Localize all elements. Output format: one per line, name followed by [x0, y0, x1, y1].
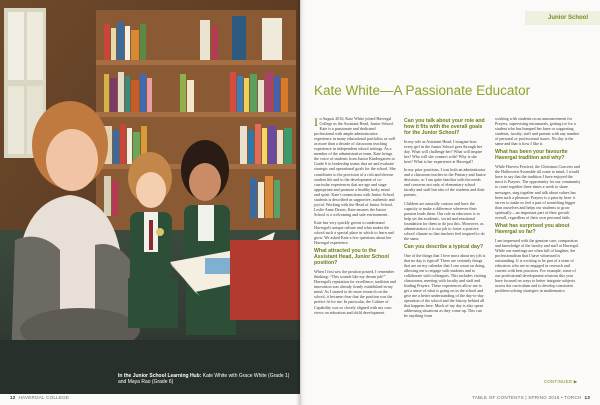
cover-photo — [0, 0, 300, 394]
paragraph: Children are naturally curious and have the capacity to make a difference wherever their passion leads them. Our role as educators is to help set the academic, social and emotional foundation for them to do just this. Moreover, as administrators it is our job to foster a positive school climate so that teachers feel inspired to do the same. — [404, 200, 485, 241]
folio-right — [472, 395, 590, 400]
right-page — [300, 0, 600, 405]
caption-bold: In the Junior School Learning Hub: — [118, 373, 202, 379]
continued-link[interactable]: CONTINUED ▶ — [544, 379, 578, 384]
question-heading: Can you talk about your role and how it fits with the overall goals for the Junior School? — [404, 118, 485, 136]
caption-text: Kate White with Grace White (Grade 1) and Maya Rao (Grade 6) — [118, 373, 290, 385]
folio-left-label: HAVERGAL COLLEGE — [18, 395, 70, 400]
spread-gutter — [296, 0, 306, 405]
section-tag: Junior School — [525, 11, 600, 25]
paragraph: In my role as Assistant Head, I imagine how every girl in the Junior School goes through her day. What will challenge her? What will inspire her? Who will she connect with? Why is she here? What is her experience at Havergal? — [404, 139, 483, 165]
question-heading: What attracted you to the Assistant Head, Junior School position? — [314, 248, 389, 267]
paragraph: Kate has very quickly grown to understand Havergal's unique culture and what makes the school such a special place in which to learn and grow. We asked Kate a few questions about her Havergal experience. — [314, 219, 394, 246]
article-title: Kate White—A Passionate Educator — [314, 83, 531, 98]
girl-center-figure — [128, 152, 178, 328]
girl-right-figure — [181, 140, 236, 335]
question-heading: Can you describe a typical day? — [404, 243, 483, 250]
folio-left — [10, 395, 69, 400]
column-1 — [314, 116, 396, 318]
paragraph: In my prior positions, I was both an administrator and a classroom teacher in the Primary and Junior divisions, so I am quite familiar with the needs and concerns not only of elementary school faculty and staff but also of the students and their parents. — [404, 167, 486, 198]
page-number-right: 13 — [584, 395, 590, 400]
drop-cap: I — [314, 115, 318, 129]
page-number-left: 12 — [10, 395, 16, 400]
folio-right-label[interactable]: TABLE OF CONTENTS | SPRING 2016 • TORCH — [472, 395, 582, 400]
intro-paragraph — [314, 116, 396, 217]
question-heading: What has been your favourite Havergal tradition and why? — [495, 149, 568, 162]
paragraph: I am impressed with the genuine care, compassion and knowledge of the faculty and staff at Havergal. While our meetings are often full of laughter, the professionalism that I have witnessed is outstanding. It is exciting to be part of a team of educators who are so engaged in research and current with best practices. For example, some of our professional development sessions this year have focused on ways to better integrate subjects across the curriculum and to develop consistent problem-solving strategies in mathematics. — [495, 237, 579, 294]
paragraph: One of the things that I love most about my job is that no day is typical! There are certainly things that are on my calendar that I can count on doing, allowing me to engage with students and to collaborate with colleagues. This includes visiting classrooms, meeting with faculty and staff and leading Prayers. These experiences allow me to get a sense of what is going on in the school and give me a better understanding of the day-to-day operation of the school and the history behind all that happens here. Much of my day is also spent addressing situations as they come up. This can be anything from — [404, 252, 487, 319]
intro-text: n August 2016, Kate White joined Havergal College as the Assistant Head, Junior School. Kate is a passionate and dedicated professional with ample administrative experience in many educational portfolios as well as more than a decade of classroom teaching experience in independent school settings. As a member of the administrative team, Kate brings the voice of students from Junior Kindergarten to Grade 6 to leadership teams that set and evaluate strategic and operational goals for the school. She contributes to the provision of a rich and diverse student life and to the development of co-curricular experiences that are age and stage appropriate and promote a healthy body, mind and spirit. Kate's connections with Junior School students is described as supportive, authentic and joyful. Working with the Head of Junior School, Leslie Anne Dexter, Kate ensures the Junior School is a welcoming and safe environment. — [314, 116, 396, 217]
paragraph: While Harvest Festival, the Christmas Concerts and the Halloween Assemble all come to mind, I would have to say that the tradition I have enjoyed the most is Prayers. The opportunity for our community to come together three times a week to share messages, sing together and talk about values has been such a pleasure. Prayers is a priority here: it serves to make us feel a part of something bigger than ourselves and helps our students to grow spiritually—an important part of their growth overall, regardless of their own personal faith. — [495, 164, 581, 220]
photo-caption — [118, 373, 298, 385]
column-3 — [495, 116, 581, 296]
question-heading: What has surprised you about Havergal so far? — [495, 222, 570, 235]
paragraph: When I first saw the position posted, I remember thinking: “This sounds like my dream job!” Havergal's reputation for excellence, tradition and innovation was already firmly established in my mind. As I started to do more research on the school, it became clear that the position was the perfect fit for me. In particular, the Culture of Capability was so closely aligned with my own views on education and child development. — [314, 269, 396, 315]
paragraph: working with students on an announcement for Prayers, supervising intramurals, getting ice for a student who has bumped her knee or supporting students, faculty, staff and parents with any number of personal or professional issues. No day is the same and that is how I like it. — [495, 116, 580, 147]
column-2 — [404, 116, 486, 322]
